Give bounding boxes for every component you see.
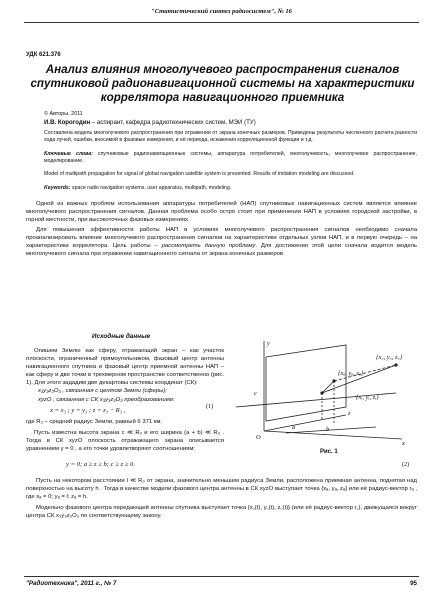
intro-paragraph-2 xyxy=(26,226,417,258)
reflection-point xyxy=(320,391,323,394)
keywords-en-text: space radio navigation systems, user apparatus, multipath, modeling. xyxy=(70,185,232,191)
keywords-en-label: Keywords: xyxy=(44,185,71,191)
running-header: "Статистический синтез радиосистем", № 16 xyxy=(151,8,292,15)
final-paragraph-2: Модельно фазового центра передающей антенны спутника выступает точка {x꜀(t), y꜀(t), z꜀(t)} (или её радиус-вектор r꜀), движущаяся вокруг центра СК x₃y₃z₃O₃ по соответствующему закону. xyxy=(26,505,417,519)
author-line xyxy=(44,119,256,126)
equation-2: y = 0; a ≥ z ≥ b; c ≥ z ≥ 0. xyxy=(66,461,135,468)
final-paragraph-1: Пусть на некотором расстоянии l ≪ R₃ от экрана, значительно меньшем радиуса Земли, расположена приемная антенна, поднятая над поверхностью на высоту h . Тогда в качестве модели фазового центра антенны в СК xyzO выступает точка {xₐ, yₐ, zₐ} или её радиус-вектор rₐ , где xₐ = 0; yₐ = l; zₐ = h. xyxy=(26,478,417,500)
section-title: Исходные данные xyxy=(91,333,151,340)
axis-z xyxy=(264,431,402,439)
label-a: a xyxy=(292,424,296,431)
figure-1 xyxy=(226,335,420,447)
reflected-ray xyxy=(322,381,334,393)
equation-1-where: где R₃ – средний радиус Земли, равный 6 371 км. xyxy=(26,419,163,425)
footer-journal: "Радиотехника", 2011 г., № 7 xyxy=(26,580,117,587)
author-affiliation: – аспирант, кафедра радиотехнических систем, МЭИ (ТУ) xyxy=(90,119,256,126)
equation-1: x = x₃ ; y = y₃ ; z = z₃ − R₃ , xyxy=(50,407,126,414)
footer-rule xyxy=(24,576,419,577)
coordinate-system-1: x₃y₃z₃O₃ , связанная с центом Земли (сферы); xyxy=(38,388,167,394)
label-point: {xᵢ, yᵢ, zᵢ} xyxy=(356,394,379,401)
intro-2-c: . Для достижения этой цели сначала водится модель многолучевого сигнала при отражении навигационного сигнала от экрана конечных размеров xyxy=(26,243,418,257)
copyright: © Авторы, 2011 xyxy=(44,111,83,117)
equation-2-number: (2) xyxy=(402,461,410,468)
range-line xyxy=(286,427,376,433)
label-c: c xyxy=(254,390,257,397)
header-rule xyxy=(24,22,419,23)
page-footer xyxy=(26,580,417,587)
coordinate-system-2: xyzO , связанная с СК x₃y₃z₃O₃ преобразованием: xyxy=(38,397,175,403)
intro-paragraph-1: Одной из важных проблем использования аппаратуры потребителей (НАП) спутниковых навигационных систем является влияние многолучевого распространения сигналов. Данная проблема особо остро стоит при применении НАП в условиях городской застройки, в горной местности, при высокоточных фазовых измерениях. xyxy=(26,201,417,223)
keywords-ru-text: спутниковые радионавигационные системы, аппаратура потребителей, многолучевость, многолучевое распространение, моделирование. xyxy=(44,151,418,164)
label-x: x xyxy=(402,440,405,447)
label-b: b xyxy=(326,426,330,433)
label-origin: O xyxy=(256,434,261,441)
article-title: Анализ влияния многолучевого распространения сигналов спутниковой радионавигационной системы на характеристики коррелятора навигационного приемника xyxy=(30,63,415,104)
abstract-ru: Составлена модель многолучевого распространения при отражении от экрана конечных размеров. Приведены результаты численного расчета разности хода лучей, ошибки, вносимой в фазовые измерения, и её периода, искажения корреляционной функции и т.д. xyxy=(44,130,417,143)
keywords-ru-label: Ключевые слова: xyxy=(44,151,93,157)
udk-code: УДК 621.376 xyxy=(26,52,61,58)
page-number: 95 xyxy=(410,580,417,587)
intro-2-a: Для повышения эффективности работы НАП в условиях многолучевого распространения сигналов необходимо сначала проанализировать влияние многолучевого распространения сигналов на характеристики отдельных узлов НАП, и в первую очередь – на характеристики коррелятора. Цель работы – xyxy=(26,227,417,249)
equation-1-number: (1) xyxy=(206,403,214,410)
keywords-en xyxy=(44,185,417,192)
satellite-point xyxy=(394,363,397,366)
body-column-2: Пусть известна высота экрана c ≪ R₃ и его ширина (a + b) ≪ R₃ . Тогда в СК xyzO плоскость отражающего экрана описывается уравнением y = 0 , а его точки удовлетворяют соотношениям: xyxy=(26,430,224,452)
label-y: y xyxy=(267,340,270,347)
body-column-1: Опишем Землю как сферу, отражающий экран – как участок плоскости, ограниченный прямоугольником, фазовый центр антенны навигационного спутника и фазовый центр приемной антенны НАП – как сферу и две точки в трехмерном пространстве соответственно (рис. 1). Для этого зададим две декартовы системы координат (СК): xyxy=(26,348,224,386)
label-receiver: {xₐ, yₐ, zₐ} xyxy=(338,370,364,377)
abstract-en: Model of multipath propagation for signal of global navigation satellite system is presented. Results of imitation modeling are discussed. xyxy=(44,171,355,177)
author-name: И.В. Корогодин xyxy=(44,119,91,126)
receiver-point xyxy=(332,379,335,382)
label-satellite: {x꜀, y꜀, z꜀} xyxy=(376,354,403,361)
figure-caption: Рис. 1 xyxy=(320,449,338,455)
intro-2-b: рассмотреть данную проблему xyxy=(161,243,256,249)
label-z: z xyxy=(348,410,351,417)
keywords-ru xyxy=(44,151,417,165)
